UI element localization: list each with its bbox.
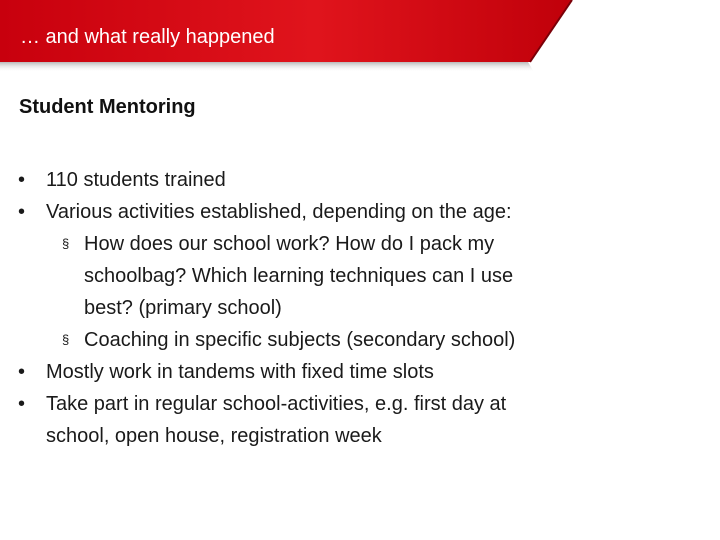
list-item: [0, 356, 720, 388]
sub-list-item-continuation: [0, 260, 720, 292]
bullet-marker: •: [18, 361, 26, 383]
bullet-marker: •: [18, 169, 26, 191]
bullet-marker: •: [18, 393, 26, 415]
sub-bullet-marker: §: [62, 332, 70, 347]
bullet-text: Various activities established, depending on the age:: [46, 201, 512, 223]
sub-bullet-text: schoolbag? Which learning techniques can I use: [84, 265, 514, 287]
sub-bullet-text: Coaching in specific subjects (secondary school): [84, 329, 516, 351]
sub-list-item: [0, 228, 720, 260]
sub-bullet-marker: §: [62, 236, 70, 251]
bullet-marker: •: [18, 201, 26, 223]
section-heading: Student Mentoring: [19, 96, 196, 118]
title-banner: [0, 0, 720, 76]
sub-list-item: [0, 324, 720, 356]
list-item: [0, 196, 720, 228]
bullet-text: 110 students trained: [46, 169, 226, 191]
list-item-continuation: [0, 420, 720, 452]
slide-title: … and what really happened: [20, 26, 275, 48]
sub-bullet-text: best? (primary school): [84, 297, 282, 319]
bullet-list: [0, 164, 720, 452]
bullet-text: Mostly work in tandems with fixed time slots: [46, 361, 434, 383]
bullet-text: school, open house, registration week: [46, 425, 382, 447]
list-item: [0, 164, 720, 196]
list-item: [0, 388, 720, 420]
sub-bullet-text: How does our school work? How do I pack my: [84, 233, 495, 255]
bullet-text: Take part in regular school-activities, e.g. first day at: [46, 393, 507, 415]
sub-list-item-continuation: [0, 292, 720, 324]
